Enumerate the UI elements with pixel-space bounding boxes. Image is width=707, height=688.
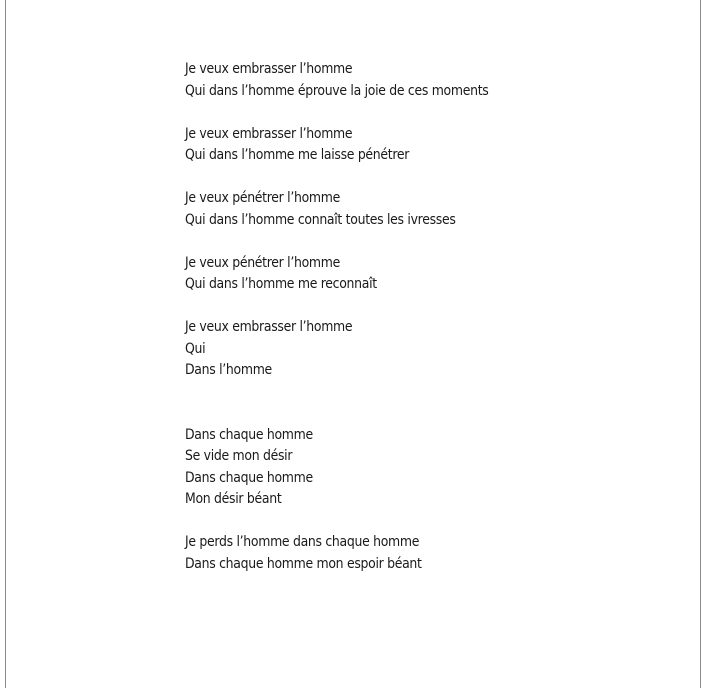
poem-line: Dans l’homme	[185, 362, 272, 378]
poem-line: Se vide mon désir	[185, 448, 293, 464]
poem-line: Dans chaque homme mon espoir béant	[185, 555, 422, 572]
stanza-break	[185, 296, 665, 318]
poem-line: Je veux embrasser l’homme	[185, 61, 353, 77]
poem-line: Je veux embrasser l’homme	[185, 319, 353, 335]
poem-line: Qui dans l’homme me reconnaît	[185, 276, 377, 292]
stanza-break	[185, 102, 665, 124]
poem-line: Qui dans l’homme connaît toutes les ivresses	[185, 211, 456, 228]
stanza-break	[185, 231, 665, 253]
stanza-1	[185, 59, 665, 102]
poem-line: Je veux embrasser l’homme	[185, 125, 353, 142]
poem-line: Je veux pénétrer l’homme	[185, 190, 340, 206]
stanza-break	[185, 511, 665, 533]
poem-line: Mon désir béant	[185, 491, 282, 507]
stanza-4	[185, 253, 665, 296]
section-break	[185, 382, 665, 425]
document-page	[5, 0, 701, 688]
poem-line: Dans chaque homme	[185, 426, 313, 443]
poem-line: Qui dans l’homme éprouve la joie de ces moments	[185, 82, 489, 99]
stanza-5	[185, 317, 665, 382]
poem-text	[185, 59, 665, 575]
stanza-break	[185, 167, 665, 189]
stanza-2	[185, 124, 665, 167]
poem-line: Qui dans l’homme me laisse pénétrer	[185, 147, 410, 163]
stanza-6	[185, 425, 665, 511]
poem-line: Qui	[185, 340, 206, 357]
stanza-3	[185, 188, 665, 231]
poem-line: Je veux pénétrer l’homme	[185, 254, 340, 271]
stanza-7	[185, 532, 665, 575]
poem-line: Dans chaque homme	[185, 469, 313, 486]
poem-line: Je perds l’homme dans chaque homme	[185, 534, 420, 550]
